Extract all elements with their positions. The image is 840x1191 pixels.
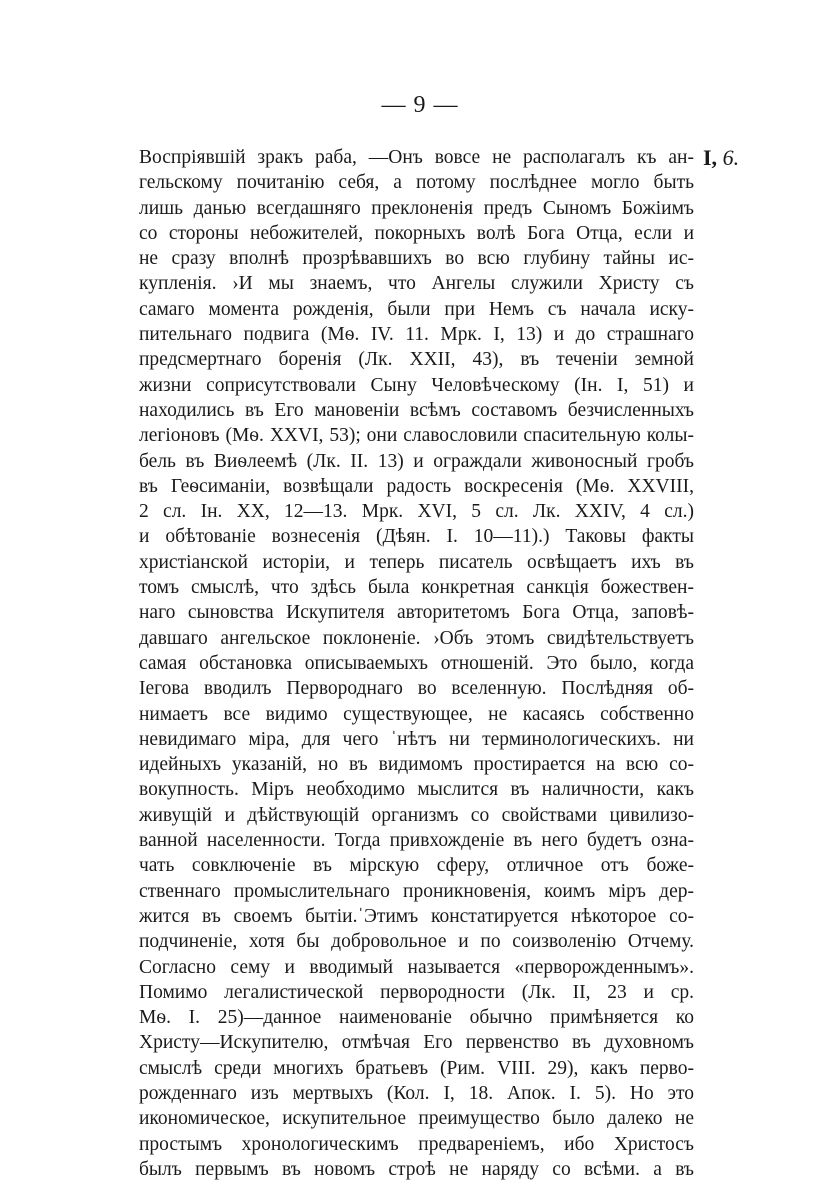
text-line: Христу—Искупителю, отмѣчая Его первенство въ духовномъ xyxy=(139,1032,694,1054)
text-line: бель въ Виѳлеемѣ (Лк. II. 13) и ограждали живоносный гробъ xyxy=(139,450,694,472)
text-line: жизни соприсутствовали Сыну Человѣческому (Ін. I, 51) и xyxy=(139,374,694,396)
text-line: идейныхъ указаній, но въ видимомъ простирается на всю со- xyxy=(139,754,694,776)
margin-verse-reference xyxy=(703,145,739,170)
text-line: икономическое, искупительное преимущество было далеко не xyxy=(139,1108,694,1130)
page-number: — 9 — xyxy=(381,92,459,118)
text-line: ственнаго промыслительнаго проникновенія, коимъ міръ дер- xyxy=(139,880,694,902)
text-line: Согласно сему и вводимый называется «перворожденнымъ». xyxy=(139,956,694,978)
text-line: въ Геѳсиманіи, возвѣщали радость воскресенія (Мѳ. XXVIII, xyxy=(139,475,694,497)
text-line: легіоновъ (Мѳ. XXVI, 53); они славословили спасительную колы- xyxy=(139,425,694,447)
text-line: самаго момента рожденія, были при Немъ съ начала иску- xyxy=(139,298,694,320)
margin-verse: 6. xyxy=(722,145,740,170)
text-line: самая обстановка описываемыхъ отношеній. Это было, когда xyxy=(139,652,694,674)
text-line: вокупность. Міръ необходимо мыслится въ наличности, какъ xyxy=(139,779,694,801)
text-line: лишь данью всегдашняго преклоненія предъ Сыномъ Божіимъ xyxy=(139,197,694,219)
text-line: подчиненіе, хотя бы добровольное и по соизволенію Отчему. xyxy=(139,931,694,953)
text-line: христіанской исторіи, и теперь писатель освѣщаетъ ихъ въ xyxy=(139,551,694,573)
text-line: Іегова вводилъ Первороднаго во вселенную. Послѣдняя об- xyxy=(139,678,694,700)
text-line: находились въ Его мановеніи всѣмъ составомъ безчисленныхъ xyxy=(139,399,694,421)
text-line: со стороны небожителей, покорныхъ волѣ Бога Отца, если и xyxy=(139,222,694,244)
text-line: пительнаго подвига (Мѳ. IV. 11. Мрк. I, 13) и до страшнаго xyxy=(139,324,694,346)
text-line: Помимо легалистической первородности (Лк. II, 23 и ср. xyxy=(139,981,694,1003)
text-line: жится въ своемъ бытіи.ˈЭтимъ констатируется нѣкоторое со- xyxy=(139,905,694,927)
text-line: смыслѣ среди многихъ братьевъ (Рим. VIII. 29), какъ перво- xyxy=(139,1057,694,1079)
text-line: простымъ хронологическимъ предвареніемъ, ибо Христосъ xyxy=(139,1133,694,1155)
text-line: Мѳ. I. 25)—данное наименованіе обычно примѣняется ко xyxy=(139,1007,694,1029)
text-line: ванной населенности. Тогда привхожденіе въ него будетъ озна- xyxy=(139,830,694,852)
text-line: не сразу вполнѣ прозрѣвавшихъ во всю глубину тайны ис- xyxy=(139,248,694,270)
text-line: Воспріявшій зракъ раба, —Онъ вовсе не располагалъ къ ан- xyxy=(139,147,694,168)
text-line: наго сыновства Искупителя авторитетомъ Бога Отца, заповѣ- xyxy=(139,602,694,624)
text-line: предсмертнаго боренія (Лк. XXII, 43), въ теченіи земной xyxy=(139,349,694,371)
text-line: 2 сл. Ін. XX, 12—13. Мрк. XVI, 5 сл. Лк. XXIV, 4 сл.) xyxy=(139,501,694,523)
text-line: давшаго ангельское поклоненіе. ›Объ этомъ свидѣтельствуетъ xyxy=(139,627,694,649)
text-line: былъ первымъ въ новомъ строѣ не наряду со всѣми. а въ xyxy=(139,1158,694,1180)
margin-chapter: I, xyxy=(703,145,718,170)
text-line: рожденнаго изъ мертвыхъ (Кол. I, 18. Апок. I. 5). Но это xyxy=(139,1082,694,1104)
body-text xyxy=(139,145,694,1182)
text-line: томъ смыслѣ, что здѣсь была конкретная санкція божествен- xyxy=(139,577,694,599)
text-line: и обѣтованіе вознесенія (Дѣян. I. 10—11).) Таковы факты xyxy=(139,526,694,548)
text-line: чать совключеніе въ мірскую сферу, отличное отъ боже- xyxy=(139,855,694,877)
text-line: нимаетъ все видимо существующее, не касаясь собственно xyxy=(139,703,694,725)
text-line: живущій и дѣйствующій организмъ со свойствами цивилизо- xyxy=(139,804,694,826)
text-line: купленія. ›И мы знаемъ, что Ангелы служили Христу съ xyxy=(139,273,694,295)
text-line: гельскому почитанію себя, а потому послѣднее могло быть xyxy=(139,172,694,194)
text-line: невидимаго міра, для чего ˈнѣтъ ни терминологическихъ. ни xyxy=(139,728,694,750)
